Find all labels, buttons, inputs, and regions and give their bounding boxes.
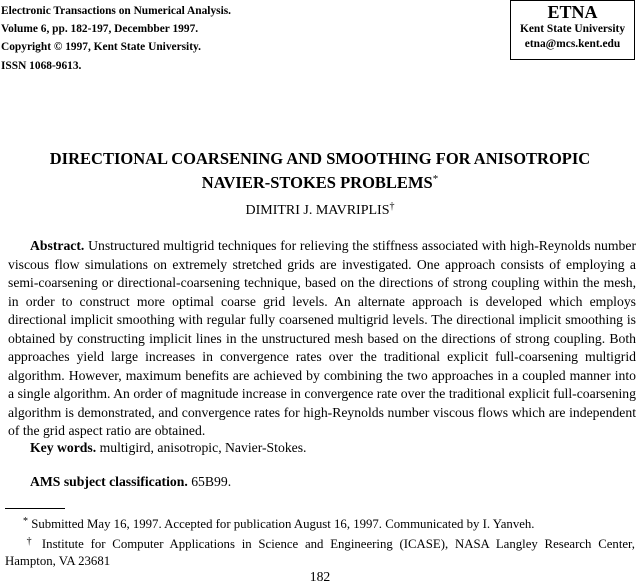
abstract <box>8 237 636 441</box>
journal-issn: ISSN 1068-9613. <box>1 59 82 72</box>
journal-info <box>1 2 231 75</box>
footnote-affiliation <box>5 533 635 570</box>
paper-title-line2: NAVIER-STOKES PROBLEMS <box>201 173 433 192</box>
paper-author <box>0 198 640 220</box>
journal-volume: Volume 6, pp. 182-197, Decembber 1997. <box>1 23 199 36</box>
abstract-label: Abstract. <box>30 238 85 253</box>
etna-email: etna@mcs.kent.edu <box>524 38 621 50</box>
page-number: 182 <box>309 569 331 584</box>
ams-classification <box>30 473 231 491</box>
footnotes <box>5 513 635 570</box>
keywords-label: Key words. <box>30 440 97 455</box>
journal-name: Electronic Transactions on Numerical Analysis. <box>1 5 232 17</box>
footnote-mark-1: * <box>23 516 28 527</box>
author-footnote-mark[interactable]: † <box>389 201 395 212</box>
journal-copyright: Copyright © 1997, Kent State University. <box>1 41 201 54</box>
keywords-text: multigird, anisotropic, Navier-Stokes. <box>99 440 307 455</box>
keywords <box>30 439 306 457</box>
paper-title-line1: DIRECTIONAL COARSENING AND SMOOTHING FOR ANISOTROPIC <box>49 149 591 168</box>
footnote-affiliation-text: Institute for Computer Applications in Science and Engineering (ICASE), NASA Langley Research Center, Hampton, VA 23681 <box>5 537 636 568</box>
title-footnote-mark[interactable]: * <box>432 173 439 185</box>
footnote-divider <box>5 508 65 509</box>
footnote-submission <box>5 513 635 533</box>
ams-label: AMS subject classification. <box>30 474 188 489</box>
ams-text: 65B99. <box>191 474 232 489</box>
footnote-mark-2: † <box>23 536 36 547</box>
etna-title: ETNA <box>547 2 598 22</box>
etna-institution: Kent State University <box>519 23 626 35</box>
abstract-text: Unstructured multigrid techniques for relieving the stiffness associated with high-Reynolds number viscous flow simulations on extremely stretched grids are investigated. One approach consists of employing a semi-coarsening or directional-coarsening technique, based on the directions of strong coupling within the mesh, in order to construct more optimal coarse grid levels. An alternate approach is developed which employs directional implicit smoothing with regular fully coarsened multigrid levels. The directional implicit smoothing is obtained by constructing implicit lines in the unstructured mesh based on the directions of strong coupling. Both approaches yield large increases in convergence rates over the traditional explicit full-coarsening multigrid algorithm. However, maximum benefits are achieved by combining the two approaches in a coupled manner into a single algorithm. An order of magnitude increase in convergence rate over the traditional explicit full-coarsening algorithm is demonstrated, and convergence rates for high-Reynolds number viscous flows which are independent of the grid aspect ratio are obtained. <box>8 238 637 438</box>
etna-box <box>510 0 635 60</box>
author-name: DIMITRI J. MAVRIPLIS <box>245 203 390 218</box>
footnote-submission-text: Submitted May 16, 1997. Accepted for publication August 16, 1997. Communicated by I. Yanveh. <box>31 517 535 531</box>
paper-title <box>0 149 640 193</box>
